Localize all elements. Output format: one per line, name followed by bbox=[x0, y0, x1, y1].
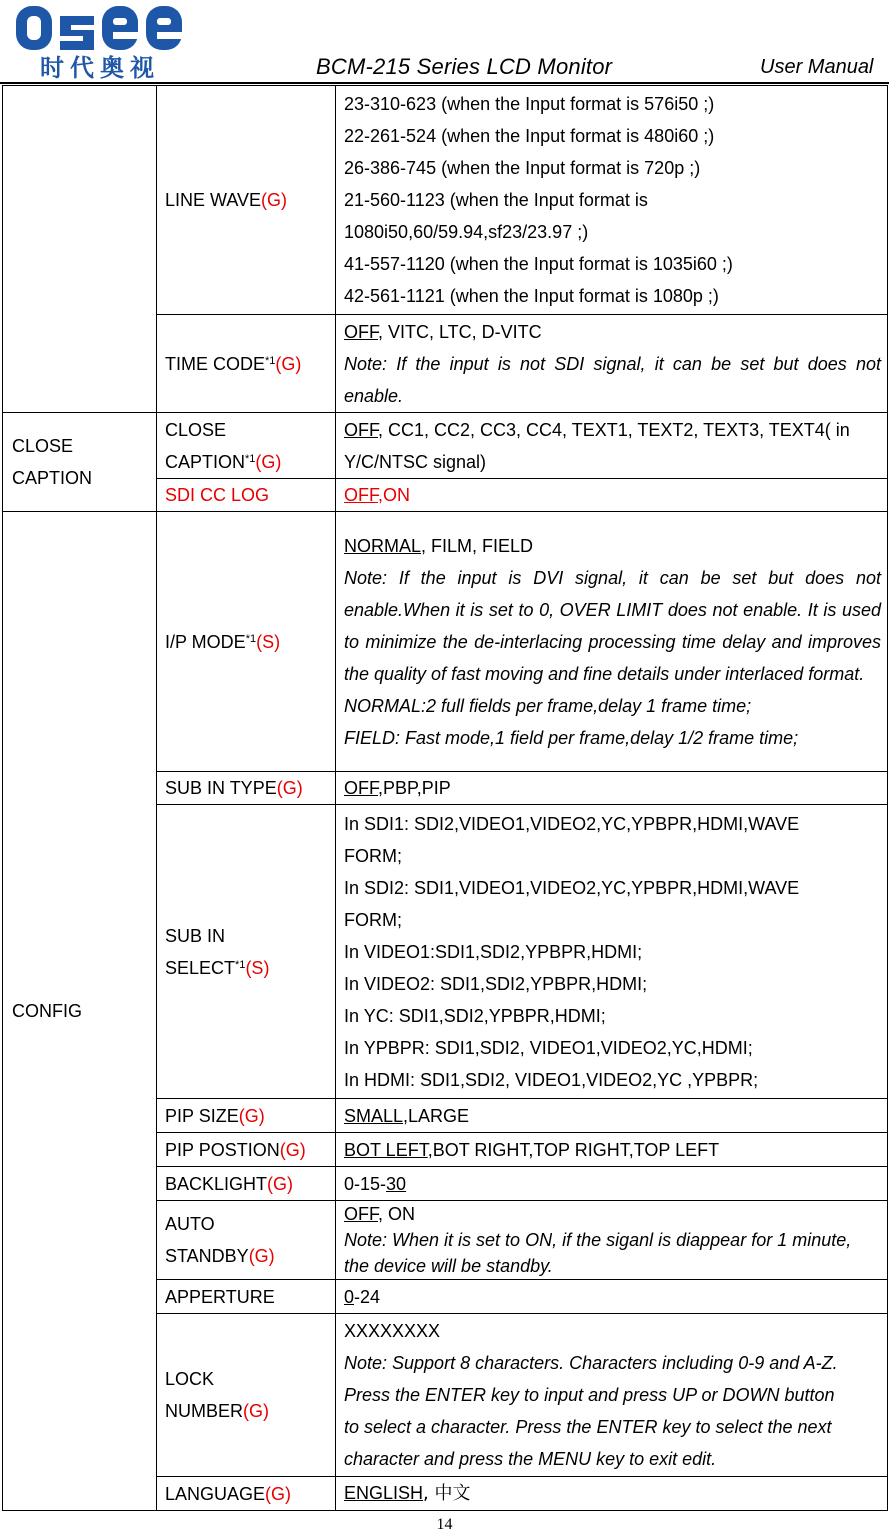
setting-value: OFF, VITC, LTC, D-VITC Note: If the input is not SDI signal, it can be set but does not enable. bbox=[336, 315, 888, 413]
setting-name: LOCK NUMBER(G) bbox=[157, 1314, 336, 1477]
svg-text:时代奥视: 时代奥视 bbox=[40, 54, 160, 80]
setting-value: NORMAL, FILM, FIELD Note: If the input is DVI signal, it can be set but does not enable.When it is set to 0, OVER LIMIT does not enable. It is used to minimize the de-interlacing processing time delay and improves the quality of fast moving and fine details under interlaced format. NORMAL:2 full fields per frame,delay 1 frame time; FIELD: Fast mode,1 field per frame,delay 1/2 frame time; bbox=[336, 512, 888, 772]
setting-name: PIP SIZE(G) bbox=[157, 1099, 336, 1133]
group-cell-blank bbox=[3, 86, 157, 413]
setting-value: In SDI1: SDI2,VIDEO1,VIDEO2,YC,YPBPR,HDMI,WAVE FORM; In SDI2: SDI1,VIDEO1,VIDEO2,YC,YPBPR,HDMI,WAVE FORM; In VIDEO1:SDI1,SDI2,YPBPR,HDMI; In VIDEO2: SDI1,SDI2,YPBPR,HDMI; In YC: SDI1,SDI2,YPBPR,HDMI; In YPBPR: SDI1,SDI2, VIDEO1,VIDEO2,YC,HDMI; In HDMI: SDI1,SDI2, VIDEO1,VIDEO2,YC ,YPBPR; bbox=[336, 805, 888, 1099]
setting-name: SUB IN TYPE(G) bbox=[157, 772, 336, 805]
group-config: CONFIG bbox=[3, 512, 157, 1511]
setting-name: APPERTURE bbox=[157, 1280, 336, 1314]
setting-name: CLOSE CAPTION$^{*1}$(G) bbox=[157, 413, 336, 479]
setting-value: OFF, ON Note: When it is set to ON, if the siganl is diappear for 1 minute, the device will be standby. bbox=[336, 1201, 888, 1280]
setting-value: OFF,PBP,PIP bbox=[336, 772, 888, 805]
setting-value: 23-310-623 (when the Input format is 576i50 ;) 22-261-524 (when the Input format is 480i60 ;) 26-386-745 (when the Input format is 720p ;) 21-560-1123 (when the Input format is 1080i50,60/59.94,sf23/23.97 ;) 41-557-1120 (when the Input format is 1035i60 ;) 42-561-1121 (when the Input format is 1080p ;) bbox=[336, 86, 888, 315]
setting-value: XXXXXXXX Note: Support 8 characters. Characters including 0-9 and A-Z. Press the ENTER key to input and press UP or DOWN button to select a character. Press the ENTER key to select the next character and press the MENU key to exit edit. bbox=[336, 1314, 888, 1477]
group-close-caption: CLOSE CAPTION bbox=[3, 413, 157, 512]
page-header bbox=[0, 0, 889, 84]
document-title: BCM-215 Series LCD Monitor bbox=[316, 54, 613, 79]
setting-value: SMALL,LARGE bbox=[336, 1099, 888, 1133]
setting-value: 0-24 bbox=[336, 1280, 888, 1314]
setting-value: 0-15-30 bbox=[336, 1167, 888, 1201]
setting-name: SDI CC LOG bbox=[157, 479, 336, 512]
setting-name: BACKLIGHT(G) bbox=[157, 1167, 336, 1201]
header-rule bbox=[0, 82, 889, 84]
setting-value: BOT LEFT,BOT RIGHT,TOP RIGHT,TOP LEFT bbox=[336, 1133, 888, 1167]
setting-name: SUB IN SELECT$^{*1}$(S) bbox=[157, 805, 336, 1099]
setting-value: OFF, CC1, CC2, CC3, CC4, TEXT1, TEXT2, TEXT3, TEXT4( in Y/C/NTSC signal) bbox=[336, 413, 888, 479]
setting-value: ENGLISH, 中文 bbox=[336, 1477, 888, 1511]
table-row bbox=[3, 86, 888, 315]
page-number: 14 bbox=[436, 1516, 453, 1533]
setting-name: LINE WAVE(G) bbox=[157, 86, 336, 315]
osee-logo bbox=[14, 4, 186, 80]
setting-name: I/P MODE$^{*1}$(S) bbox=[157, 512, 336, 772]
document-type: User Manual bbox=[760, 56, 874, 78]
setting-name: AUTO STANDBY(G) bbox=[157, 1201, 336, 1280]
setting-name: LANGUAGE(G) bbox=[157, 1477, 336, 1511]
settings-table bbox=[2, 85, 888, 1511]
setting-name: TIME CODE$^{*1}$(G) bbox=[157, 315, 336, 413]
table-row bbox=[3, 512, 888, 772]
table-row bbox=[3, 413, 888, 479]
setting-name: PIP POSTION(G) bbox=[157, 1133, 336, 1167]
setting-value: OFF,ON bbox=[336, 479, 888, 512]
